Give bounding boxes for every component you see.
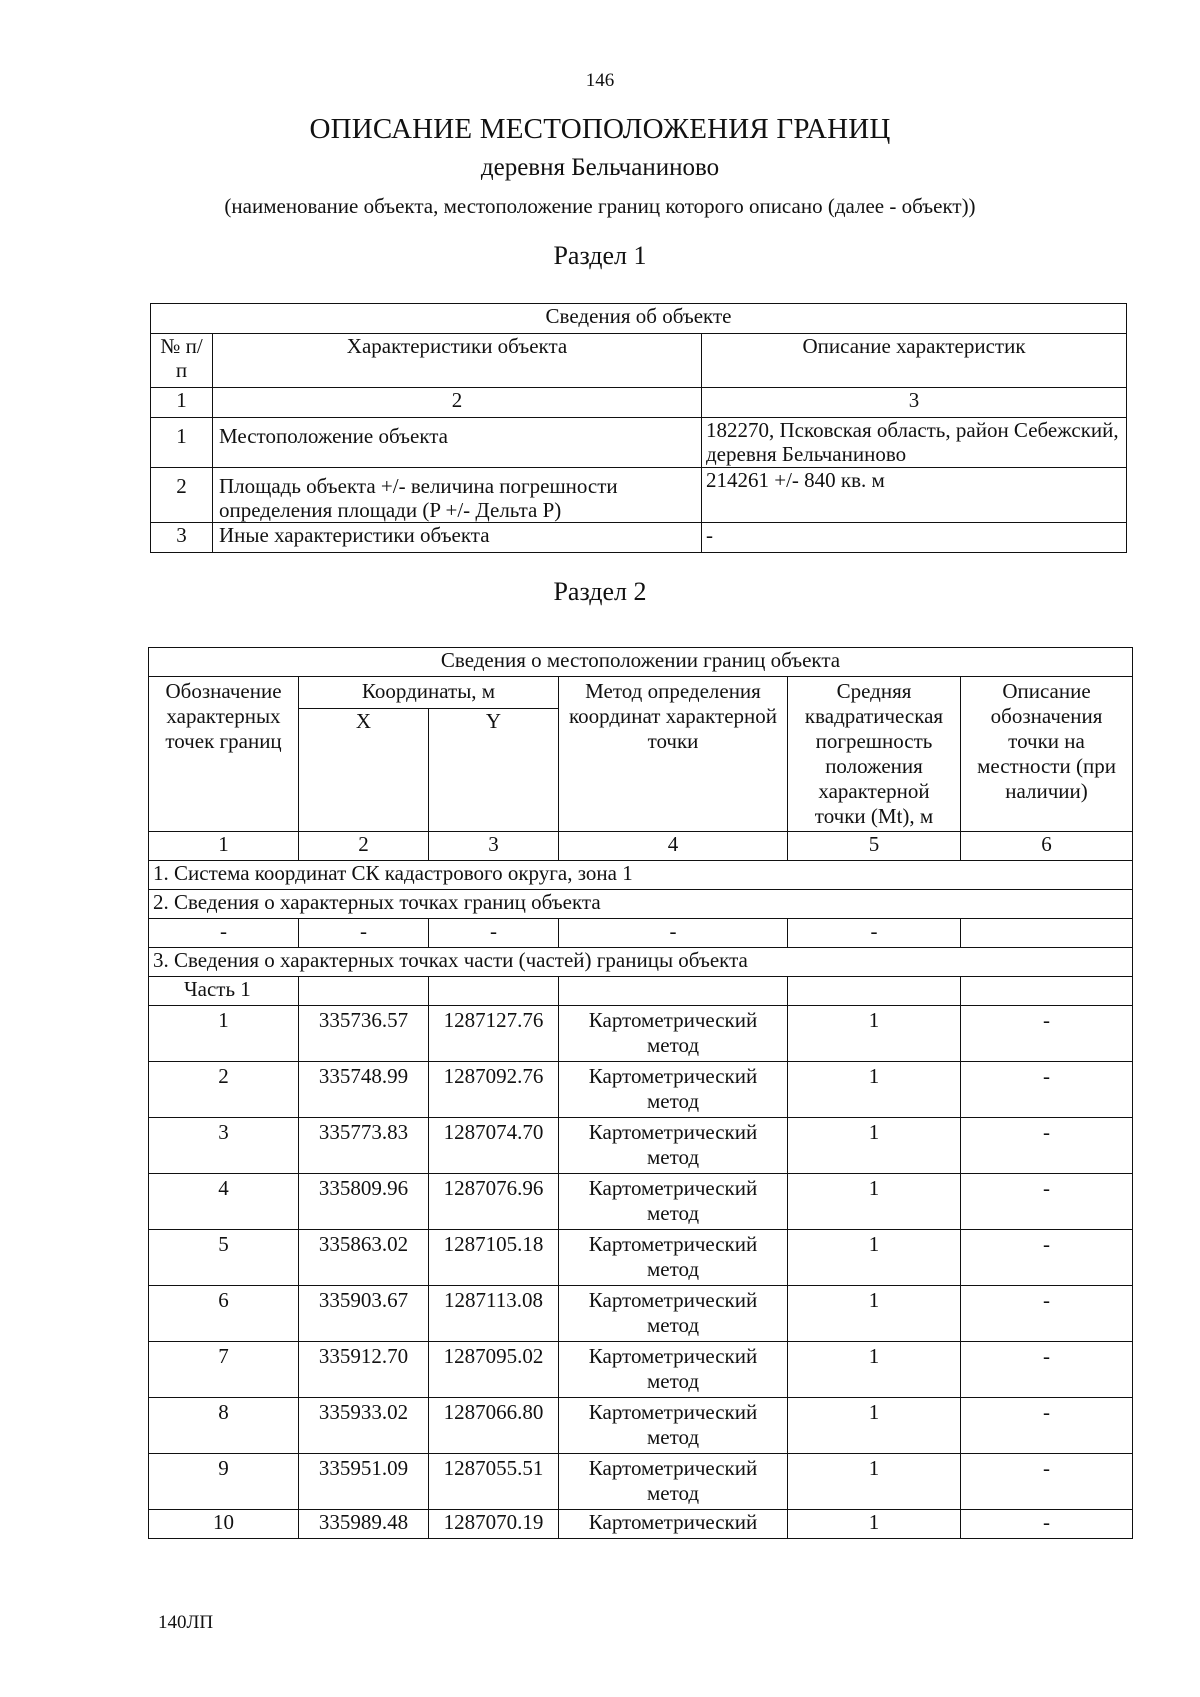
table-row [149,1006,1133,1062]
point-number: 2 [149,1062,299,1118]
header-description: Описание характеристик [702,334,1127,388]
row-num: 3 [151,523,213,553]
point-number: 7 [149,1342,299,1398]
row-num: 1 [151,418,213,468]
point-y: 1287092.76 [429,1062,559,1118]
table-row [149,1174,1133,1230]
point-method: Картометрический метод [559,1174,788,1230]
section1-heading: Раздел 1 [553,241,647,270]
table-row [149,1230,1133,1286]
table-row [151,468,1127,523]
part-label: Часть 1 [149,977,299,1006]
point-y: 1287076.96 [429,1174,559,1230]
col-number: 3 [429,832,559,861]
point-description: - [961,1006,1133,1062]
page-number: 146 [585,70,615,91]
point-description: - [961,1230,1133,1286]
row-characteristic: Площадь объекта +/- величина погрешности определения площади (P +/- Дельта P) [213,468,702,523]
part-points-line: 3. Сведения о характерных точках части (частей) границы объекта [149,948,1133,977]
table-row [149,1062,1133,1118]
point-y: 1287113.08 [429,1286,559,1342]
header-error: Средняя квадратическая погрешность положения характерной точки (Mt), м [788,677,961,832]
dash-cell [961,919,1133,948]
row-characteristic: Иные характеристики объекта [213,523,702,553]
boundary-points-table [148,647,1133,1539]
point-y: 1287055.51 [429,1454,559,1510]
table-row [149,919,1133,948]
point-mt: 1 [788,1342,961,1398]
point-mt: 1 [788,1006,961,1062]
header-x: X [299,709,429,832]
point-description: - [961,1062,1133,1118]
header-num: № п/п [151,334,213,388]
col-number: 1 [151,388,213,418]
table-row [151,418,1127,468]
point-description: - [961,1454,1133,1510]
point-mt: 1 [788,1118,961,1174]
point-description: - [961,1510,1133,1539]
point-method: Картометрический метод [559,1006,788,1062]
point-x: 335748.99 [299,1062,429,1118]
point-y: 1287127.76 [429,1006,559,1062]
footer-code: 140ЛП [158,1612,214,1633]
header-characteristic: Характеристики объекта [213,334,702,388]
point-number: 4 [149,1174,299,1230]
point-description: - [961,1398,1133,1454]
col-number: 6 [961,832,1133,861]
point-method: Картометрический метод [559,1062,788,1118]
point-x: 335951.09 [299,1454,429,1510]
point-method: Картометрический метод [559,1342,788,1398]
point-method: Картометрический метод [559,1118,788,1174]
point-description: - [961,1118,1133,1174]
point-mt: 1 [788,1062,961,1118]
row-num: 2 [151,468,213,523]
col-number: 1 [149,832,299,861]
table-row [149,1454,1133,1510]
point-description: - [961,1286,1133,1342]
dash-cell: - [559,919,788,948]
object-name: деревня Бельчаниново [480,154,720,181]
point-mt: 1 [788,1510,961,1539]
header-coordinates: Координаты, м [299,677,559,709]
object-caption: (наименование объекта, местоположение границ которого описано (далее - объект)) [224,194,976,218]
col-number: 4 [559,832,788,861]
header-point-description: Описание обозначения точки на местности (при наличии) [961,677,1133,832]
col-number: 2 [299,832,429,861]
section2-heading: Раздел 2 [553,577,647,606]
point-x: 335933.02 [299,1398,429,1454]
point-y: 1287066.80 [429,1398,559,1454]
dash-cell: - [149,919,299,948]
point-method: Картометрический [559,1510,788,1539]
dash-cell: - [299,919,429,948]
point-x: 335989.48 [299,1510,429,1539]
object-info-table [150,303,1127,553]
point-description: - [961,1342,1133,1398]
dash-cell: - [788,919,961,948]
point-x: 335736.57 [299,1006,429,1062]
point-y: 1287105.18 [429,1230,559,1286]
table-row [151,523,1127,553]
table-row [149,1286,1133,1342]
point-description: - [961,1174,1133,1230]
table-row [149,1342,1133,1398]
point-mt: 1 [788,1230,961,1286]
point-method: Картометрический метод [559,1286,788,1342]
point-y: 1287095.02 [429,1342,559,1398]
point-x: 335863.02 [299,1230,429,1286]
point-y: 1287070.19 [429,1510,559,1539]
col-number: 2 [213,388,702,418]
point-x: 335912.70 [299,1342,429,1398]
point-number: 6 [149,1286,299,1342]
table-row [149,1398,1133,1454]
boundary-points-line: 2. Сведения о характерных точках границ объекта [149,890,1133,919]
point-method: Картометрический метод [559,1454,788,1510]
col-number: 3 [702,388,1127,418]
point-x: 335903.67 [299,1286,429,1342]
point-method: Картометрический метод [559,1230,788,1286]
point-mt: 1 [788,1454,961,1510]
point-method: Картометрический метод [559,1398,788,1454]
row-description: - [702,523,1127,553]
point-number: 5 [149,1230,299,1286]
point-y: 1287074.70 [429,1118,559,1174]
point-number: 10 [149,1510,299,1539]
table-row [149,1510,1133,1539]
table1-title: Сведения об объекте [151,304,1127,334]
point-mt: 1 [788,1398,961,1454]
point-mt: 1 [788,1174,961,1230]
point-number: 9 [149,1454,299,1510]
header-method: Метод определения координат характерной точки [559,677,788,832]
row-description: 182270, Псковская область, район Себежский, деревня Бельчаниново [702,418,1127,468]
point-x: 335773.83 [299,1118,429,1174]
table-row [149,1118,1133,1174]
row-characteristic: Местоположение объекта [213,418,702,468]
point-mt: 1 [788,1286,961,1342]
point-number: 1 [149,1006,299,1062]
table2-title: Сведения о местоположении границ объекта [149,648,1133,677]
header-y: Y [429,709,559,832]
row-description: 214261 +/- 840 кв. м [702,468,1127,523]
point-x: 335809.96 [299,1174,429,1230]
point-number: 3 [149,1118,299,1174]
document-title: ОПИСАНИЕ МЕСТОПОЛОЖЕНИЯ ГРАНИЦ [309,113,891,145]
point-number: 8 [149,1398,299,1454]
dash-cell: - [429,919,559,948]
header-point: Обозначение характерных точек границ [149,677,299,832]
coordinate-system-line: 1. Система координат СК кадастрового округа, зона 1 [149,861,1133,890]
col-number: 5 [788,832,961,861]
